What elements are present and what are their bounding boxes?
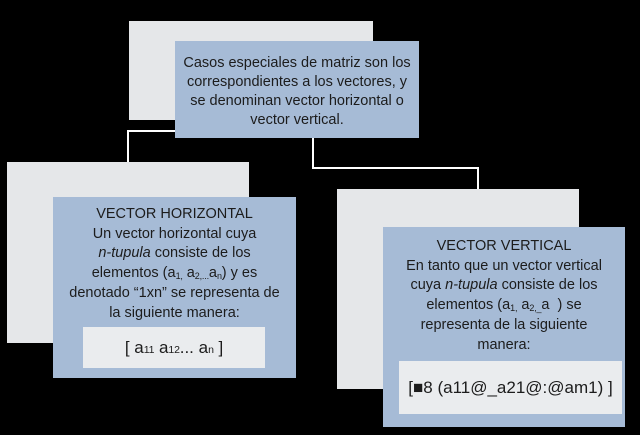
text-line: elementos (a1, a2,...an) y es [91, 264, 258, 282]
connector-right-vertical-upper [312, 138, 314, 169]
vector-horizontal-title: VECTOR HORIZONTAL [96, 206, 253, 222]
top-statement-line: vector vertical. [250, 112, 344, 128]
horizontal-vector-formula: [ a 11 a 12 ... a n ] [83, 327, 265, 368]
top-statement-box [175, 41, 419, 138]
top-statement-line: correspondientes a los vectores, y [186, 74, 408, 90]
text-line: denotado “1xn” se representa de [69, 285, 280, 301]
top-statement-line: Casos especiales de matriz son los [183, 55, 411, 71]
top-statement-line: se denominan vector horizontal o [190, 93, 404, 109]
text-line: elementos (a1, a2,_a ) se [426, 296, 582, 314]
text-line: manera: [477, 336, 531, 353]
vector-vertical-title: VECTOR VERTICAL [436, 238, 572, 254]
text-line: n-tupula consiste de los [98, 245, 251, 261]
vertical-vector-formula: [■8 (a11@_a21@:@am1) ] [399, 361, 622, 414]
text-line: representa de la siguiente [420, 317, 588, 333]
vector-horizontal-box [53, 197, 296, 378]
text-line: cuya n-tupula consiste de los [410, 277, 598, 293]
text-line: la siguiente manera: [109, 304, 240, 321]
text-line: En tanto que un vector vertical [406, 257, 602, 274]
connector-right-horizontal [312, 167, 479, 169]
text-line: Un vector horizontal cuya [92, 225, 257, 242]
vector-vertical-box [383, 227, 625, 427]
connector-left-vertical [127, 130, 129, 164]
connector-left-horizontal [127, 130, 177, 132]
connector-right-vertical-lower [477, 167, 479, 191]
